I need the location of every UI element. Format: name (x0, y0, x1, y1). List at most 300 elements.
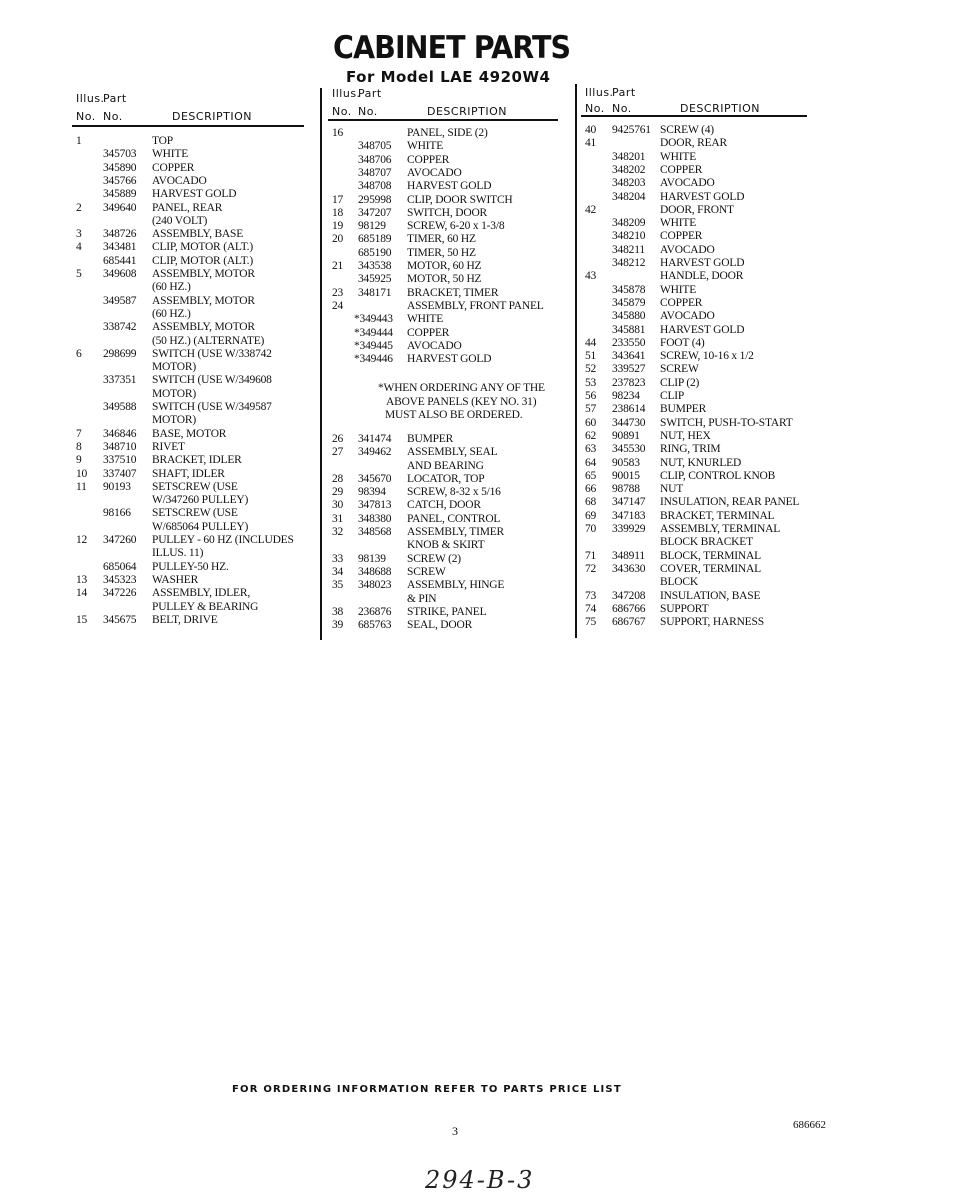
part-number: *349445 (354, 339, 393, 352)
parts-row (76, 468, 308, 481)
illus-number: 51 (585, 350, 597, 363)
part-description: SCREW (4) (660, 124, 714, 136)
part-description: WHITE (660, 283, 697, 296)
part-description: HARVEST GOLD (152, 188, 237, 201)
part-number: *349444 (354, 326, 393, 339)
handwritten-note: 294-B-3 (425, 1166, 535, 1194)
parts-row (332, 553, 562, 566)
part-description: MOTOR) (152, 387, 196, 400)
header-underline (328, 119, 558, 121)
illus-number: 19 (332, 220, 344, 233)
part-description: KNOB & SKIRT (407, 539, 485, 552)
part-description: PANEL, REAR (152, 201, 223, 214)
illus-number: 21 (332, 260, 344, 272)
part-description: WHITE (660, 150, 697, 163)
parts-row (585, 151, 811, 164)
part-number: *349443 (354, 313, 393, 326)
part-number: 98129 (358, 220, 386, 233)
parts-row (76, 441, 308, 454)
parts-row (585, 270, 811, 283)
part-description: SUPPORT, HARNESS (660, 616, 764, 629)
parts-row (585, 204, 811, 217)
part-description: AVOCADO (407, 339, 462, 352)
part-number: 345530 (612, 443, 646, 456)
parts-row (332, 433, 562, 446)
parts-row (332, 353, 562, 366)
part-number: 236876 (358, 605, 392, 618)
part-description: MOTOR) (152, 361, 196, 374)
part-number: 347260 (103, 534, 137, 546)
part-description: BRACKET, IDLER (152, 454, 242, 467)
part-number: 345323 (103, 573, 137, 586)
header-underline (72, 125, 304, 127)
part-description: CLIP, MOTOR (ALT.) (152, 241, 253, 254)
part-description: AVOCADO (660, 310, 715, 323)
part-number: 347208 (612, 589, 646, 602)
part-description: ASSEMBLY, HINGE (407, 579, 505, 592)
part-description: BUMPER (660, 403, 707, 416)
parts-row (585, 191, 811, 204)
parts-row (76, 188, 308, 201)
illus-number: 24 (332, 299, 344, 312)
part-number: 685064 (103, 560, 137, 573)
parts-row (332, 207, 562, 220)
part-description: NUT, KNURLED (660, 456, 742, 469)
part-number: 348380 (358, 512, 392, 525)
illus-number: 39 (332, 619, 344, 632)
header-part-no: No. (103, 110, 123, 123)
parts-row (585, 137, 811, 150)
header-part: Part (103, 92, 127, 105)
part-number: 98139 (358, 552, 386, 565)
ordering-info: FOR ORDERING INFORMATION REFER TO PARTS PRICE LIST (232, 1084, 622, 1095)
part-description: PULLEY & BEARING (152, 600, 259, 613)
part-number: 347183 (612, 509, 646, 522)
part-description: COPPER (660, 296, 703, 309)
part-description: WHITE (407, 140, 444, 153)
parts-row (76, 494, 308, 507)
parts-row (332, 366, 562, 379)
parts-row (585, 470, 811, 483)
part-description: AVOCADO (660, 243, 715, 256)
part-number: 348201 (612, 150, 646, 163)
parts-row (585, 430, 811, 443)
part-description: MOTOR) (152, 414, 196, 427)
illus-number: 9 (76, 454, 82, 467)
illus-number: 18 (332, 206, 344, 219)
parts-row (76, 507, 308, 520)
part-number: 348707 (358, 166, 392, 179)
illus-number: 6 (76, 347, 82, 360)
parts-row (76, 521, 308, 534)
note-line: MUST ALSO BE ORDERED. (385, 408, 523, 421)
parts-row (76, 321, 308, 334)
parts-row (585, 244, 811, 257)
parts-row (332, 566, 562, 579)
part-number: 345889 (103, 188, 137, 201)
parts-row (332, 194, 562, 207)
part-description: (60 HZ.) (152, 307, 191, 320)
parts-row (76, 361, 308, 374)
parts-row (585, 377, 811, 390)
header-description: DESCRIPTION (680, 102, 760, 115)
part-number: 348726 (103, 228, 137, 241)
parts-row (332, 180, 562, 193)
part-description: TOP (152, 135, 173, 147)
part-description: PULLEY-50 HZ. (152, 560, 229, 573)
part-description: COVER, TERMINAL (660, 562, 761, 575)
illus-number: 10 (76, 467, 88, 480)
illus-number: 11 (76, 480, 87, 493)
parts-row (76, 148, 308, 161)
part-number: 345925 (358, 273, 392, 286)
part-number: 9425761 (612, 124, 651, 136)
parts-row (76, 335, 308, 348)
part-description: STRIKE, PANEL (407, 605, 487, 618)
part-number: 685763 (358, 619, 392, 632)
parts-row (76, 241, 308, 254)
part-description: SUPPORT (660, 602, 709, 615)
part-description: WHITE (152, 148, 189, 161)
part-description: SCREW (2) (407, 552, 461, 565)
part-number: 341474 (358, 432, 392, 445)
part-number: 348203 (612, 177, 646, 190)
parts-row (76, 534, 308, 547)
part-description: ASSEMBLY, MOTOR (152, 294, 255, 307)
part-number: 347813 (358, 499, 392, 512)
parts-row (76, 414, 308, 427)
parts-row (585, 177, 811, 190)
parts-row (76, 401, 308, 414)
part-description: AND BEARING (407, 459, 484, 472)
illus-number: 13 (76, 573, 88, 586)
part-number: *349446 (354, 353, 393, 366)
parts-row (332, 579, 562, 592)
parts-row (585, 230, 811, 243)
part-description: BLOCK (660, 576, 698, 589)
parts-row (585, 337, 811, 350)
part-description: BLOCK BRACKET (660, 536, 753, 549)
part-number: 348688 (358, 565, 392, 578)
part-description: SWITCH (USE W/338742 (152, 347, 272, 360)
parts-row (76, 228, 308, 241)
part-description: INSULATION, BASE (660, 589, 761, 602)
part-number: 345890 (103, 161, 137, 174)
illus-number: 27 (332, 446, 344, 459)
part-number: 345880 (612, 310, 646, 323)
part-number: 685190 (358, 246, 392, 259)
parts-row (76, 268, 308, 281)
illus-number: 26 (332, 432, 344, 445)
part-description: (240 VOLT) (152, 214, 208, 227)
illus-number: 35 (332, 579, 344, 592)
part-description: NUT, HEX (660, 429, 711, 442)
part-number: 90193 (103, 480, 131, 493)
parts-row (585, 363, 811, 376)
parts-row (585, 284, 811, 297)
parts-row (76, 348, 308, 361)
part-description: SEAL, DOOR (407, 619, 473, 632)
part-description: NUT (660, 483, 684, 496)
illus-number: 31 (332, 512, 344, 525)
part-description: SCREW, 10-16 x 1/2 (660, 350, 754, 363)
parts-row (332, 167, 562, 180)
parts-row (76, 428, 308, 441)
parts-row (76, 561, 308, 574)
part-number: 339527 (612, 363, 646, 376)
part-number: 337407 (103, 467, 137, 480)
part-number: 348171 (358, 286, 392, 299)
illus-number: 70 (585, 523, 597, 535)
header-illus-no: No. (76, 110, 96, 123)
part-description: CLIP, DOOR SWITCH (407, 193, 513, 206)
part-description: BRACKET, TIMER (407, 286, 499, 299)
illus-number: 3 (76, 228, 82, 241)
illus-number: 68 (585, 496, 597, 509)
illus-number: 32 (332, 526, 344, 538)
part-number: 348911 (612, 549, 645, 562)
illus-number: 74 (585, 602, 597, 615)
parts-row (585, 563, 811, 576)
part-number: 343641 (612, 350, 646, 363)
parts-row (332, 513, 562, 526)
parts-row (332, 247, 562, 260)
part-description: TIMER, 50 HZ (407, 246, 476, 259)
part-number: 343630 (612, 562, 646, 575)
parts-row (76, 587, 308, 600)
illus-number: 63 (585, 443, 597, 456)
illus-number: 29 (332, 486, 344, 499)
parts-row (332, 619, 562, 632)
part-description: MOTOR, 60 HZ (407, 260, 482, 272)
illus-number: 7 (76, 427, 82, 440)
part-description: DOOR, FRONT (660, 203, 734, 216)
part-number: 98166 (103, 507, 131, 520)
part-description: ASSEMBLY, TIMER (407, 526, 505, 538)
part-description: COPPER (407, 153, 450, 166)
part-number: 345670 (358, 472, 392, 485)
part-description: ASSEMBLY, MOTOR (152, 268, 255, 280)
part-number: 348209 (612, 217, 646, 230)
parts-row (585, 310, 811, 323)
parts-row (585, 523, 811, 536)
part-description: SETSCREW (USE (152, 480, 238, 493)
parts-row (585, 217, 811, 230)
illus-number: 42 (585, 203, 597, 216)
part-number: 90583 (612, 456, 640, 469)
part-number: 237823 (612, 376, 646, 389)
parts-row (585, 350, 811, 363)
ordering-note (378, 382, 545, 422)
part-description: ILLUS. 11) (152, 547, 204, 560)
part-number: 345766 (103, 174, 137, 187)
part-description: LOCATOR, TOP (407, 472, 485, 485)
parts-row (332, 460, 562, 473)
part-description: ASSEMBLY, TERMINAL (660, 523, 781, 535)
part-number: 685189 (358, 233, 392, 246)
part-number: 348710 (103, 440, 137, 453)
illus-number: 43 (585, 270, 597, 283)
parts-row (585, 324, 811, 337)
illus-number: 4 (76, 241, 82, 254)
part-description: AVOCADO (152, 174, 207, 187)
part-description: ASSEMBLY, MOTOR (152, 321, 255, 334)
note-line: *WHEN ORDERING ANY OF THE (378, 382, 545, 395)
illus-number: 34 (332, 565, 344, 578)
part-number: 337351 (103, 374, 137, 387)
note-line: ABOVE PANELS (KEY NO. 31) (386, 395, 537, 408)
header-illus: Illus. (332, 87, 361, 100)
parts-row (332, 486, 562, 499)
part-description: CLIP, CONTROL KNOB (660, 469, 776, 482)
parts-row (332, 260, 562, 273)
parts-row (585, 590, 811, 603)
illus-number: 23 (332, 286, 344, 299)
part-description: CLIP, MOTOR (ALT.) (152, 254, 253, 267)
illus-number: 15 (76, 613, 88, 626)
parts-row (585, 403, 811, 416)
parts-row (585, 550, 811, 563)
part-number: 344730 (612, 416, 646, 429)
column-divider (575, 84, 577, 638)
parts-row (332, 287, 562, 300)
header-description: DESCRIPTION (427, 105, 507, 118)
part-description: DOOR, REAR (660, 137, 728, 150)
parts-row (585, 443, 811, 456)
part-number: 349608 (103, 268, 137, 280)
part-number: 298699 (103, 347, 137, 360)
page-number: 3 (452, 1124, 458, 1138)
illus-number: 73 (585, 589, 597, 602)
part-description: PANEL, CONTROL (407, 512, 501, 525)
part-description: SETSCREW (USE (152, 507, 238, 520)
part-description: AVOCADO (407, 166, 462, 179)
parts-row (76, 295, 308, 308)
part-number: 98788 (612, 483, 640, 496)
parts-row (76, 308, 308, 321)
parts-row (585, 297, 811, 310)
parts-row (585, 417, 811, 430)
parts-row (332, 273, 562, 286)
parts-row (332, 154, 562, 167)
column-divider (320, 88, 322, 640)
part-description: COPPER (152, 161, 195, 174)
part-number: 345675 (103, 613, 137, 626)
part-description: BELT, DRIVE (152, 613, 218, 626)
part-number: 349588 (103, 401, 137, 413)
parts-row (76, 574, 308, 587)
part-description: SCREW (660, 363, 699, 376)
parts-row (332, 340, 562, 353)
parts-row (332, 526, 562, 539)
part-number: 348708 (358, 180, 392, 193)
parts-row (332, 313, 562, 326)
illus-number: 33 (332, 552, 344, 565)
part-description: PULLEY - 60 HZ (INCLUDES (152, 534, 294, 546)
part-number: 348212 (612, 257, 646, 269)
parts-row (585, 390, 811, 403)
parts-row (585, 536, 811, 549)
part-description: CLIP (2) (660, 376, 700, 389)
part-number: 348705 (358, 140, 392, 153)
illus-number: 64 (585, 456, 597, 469)
header-part-no: No. (612, 102, 632, 115)
parts-row (76, 135, 308, 148)
part-number: 238614 (612, 403, 646, 416)
parts-row (332, 140, 562, 153)
illus-number: 71 (585, 549, 597, 562)
part-number: 348568 (358, 526, 392, 538)
illus-number: 60 (585, 416, 597, 429)
document-number: 686662 (793, 1119, 826, 1131)
part-description: HARVEST GOLD (660, 190, 745, 203)
part-description: SWITCH (USE W/349608 (152, 374, 272, 387)
part-number: 98234 (612, 390, 640, 402)
parts-row (585, 496, 811, 509)
parts-row (76, 547, 308, 560)
model-subtitle: For Model LAE 4920W4 (346, 68, 551, 86)
illus-number: 62 (585, 429, 597, 442)
parts-row (332, 300, 562, 313)
parts-row (585, 124, 811, 137)
parts-row (332, 127, 562, 140)
parts-row (585, 616, 811, 629)
part-number: 347147 (612, 496, 646, 509)
parts-row (76, 215, 308, 228)
header-part-no: No. (358, 105, 378, 118)
part-description: HARVEST GOLD (660, 257, 745, 269)
part-number: 347226 (103, 587, 137, 600)
part-description: RIVET (152, 440, 185, 453)
parts-row (76, 202, 308, 215)
part-description: COPPER (407, 326, 450, 339)
part-description: BLOCK, TERMINAL (660, 549, 761, 562)
part-description: WHITE (407, 313, 444, 326)
part-number: 345878 (612, 283, 646, 296)
part-description: ASSEMBLY, BASE (152, 228, 244, 241)
illus-number: 53 (585, 376, 597, 389)
part-number: 348211 (612, 243, 645, 256)
illus-number: 52 (585, 363, 597, 376)
part-number: 343481 (103, 241, 137, 254)
part-description: COPPER (660, 163, 703, 176)
part-description: HANDLE, DOOR (660, 270, 744, 283)
part-description: SHAFT, IDLER (152, 467, 225, 480)
parts-row (332, 499, 562, 512)
part-number: 348210 (612, 230, 646, 243)
parts-row (76, 374, 308, 387)
parts-row (332, 606, 562, 619)
header-illus-no: No. (585, 102, 605, 115)
part-description: W/347260 PULLEY) (152, 494, 249, 507)
header-part: Part (612, 86, 636, 99)
parts-row (332, 233, 562, 246)
parts-row (332, 220, 562, 233)
part-description: SCREW (407, 565, 446, 578)
part-description: PANEL, SIDE (2) (407, 127, 488, 139)
illus-number: 40 (585, 124, 597, 136)
parts-row (585, 510, 811, 523)
illus-number: 41 (585, 137, 597, 150)
part-description: HARVEST GOLD (407, 180, 492, 193)
part-description: BASE, MOTOR (152, 427, 227, 440)
illus-number: 1 (76, 135, 82, 147)
illus-number: 28 (332, 472, 344, 485)
part-description: (60 HZ.) (152, 281, 191, 294)
part-description: BUMPER (407, 432, 454, 445)
part-description: ASSEMBLY, SEAL (407, 446, 498, 459)
part-description: SWITCH, DOOR (407, 206, 488, 219)
